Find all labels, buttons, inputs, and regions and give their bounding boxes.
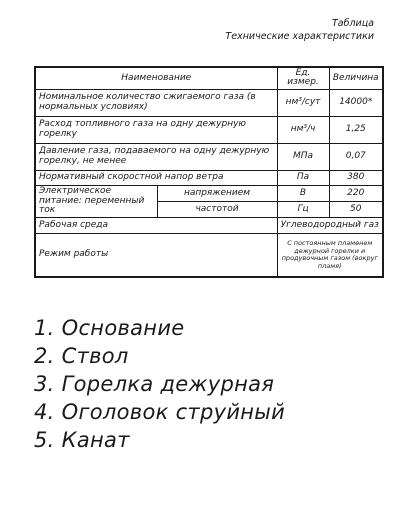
voltage-value: 220 xyxy=(329,185,383,201)
row-name: Расход топливного газа на одну дежурную горелку xyxy=(35,116,277,143)
list-item: 3. Горелка дежурная xyxy=(34,372,275,396)
row-name: Номинальное количество сжигаемого газа (в нормальных условиях) xyxy=(35,89,277,116)
table-row xyxy=(35,170,383,185)
medium-value: Углеводородный газ xyxy=(277,217,383,233)
specifications-table xyxy=(34,66,384,278)
table-row xyxy=(35,143,383,170)
frequency-value: 50 xyxy=(329,201,383,217)
mode-name: Режим работы xyxy=(35,233,277,277)
row-unit: нм³/сут xyxy=(277,89,329,116)
row-unit: нм³/ч xyxy=(277,116,329,143)
row-value: 0,07 xyxy=(329,143,383,170)
table-row-power-voltage xyxy=(35,185,383,201)
list-item: 4. Оголовок струйный xyxy=(34,400,286,424)
row-name: Давление газа, подаваемого на одну дежурную горелку, не менее xyxy=(35,143,277,170)
table-row xyxy=(35,89,383,116)
frequency-unit: Гц xyxy=(277,201,329,217)
table-caption-title: Технические характеристики xyxy=(225,31,374,42)
mode-value: С постоянным пламенем дежурной горелки и продувочным газом (вокруг пламя) xyxy=(277,233,383,277)
list-item: 1. Основание xyxy=(34,316,185,340)
header-value: Величина xyxy=(329,67,383,89)
row-value: 380 xyxy=(329,170,383,185)
table-header-row xyxy=(35,67,383,89)
table-caption-label: Таблица xyxy=(331,18,374,29)
row-value: 1,25 xyxy=(329,116,383,143)
voltage-label: напряжением xyxy=(157,185,277,201)
list-item: 2. Ствол xyxy=(34,344,129,368)
power-label: Электрическое питание: переменный ток xyxy=(35,185,157,217)
row-unit: Па xyxy=(277,170,329,185)
table-row-mode xyxy=(35,233,383,277)
table-row-medium xyxy=(35,217,383,233)
parts-list xyxy=(34,314,285,454)
row-value: 14000* xyxy=(329,89,383,116)
voltage-unit: В xyxy=(277,185,329,201)
row-name: Нормативный скоростной напор ветра xyxy=(35,170,277,185)
header-name: Наименование xyxy=(35,67,277,89)
header-unit: Ед. измер. xyxy=(277,67,329,89)
row-unit: МПа xyxy=(277,143,329,170)
medium-name: Рабочая среда xyxy=(35,217,277,233)
frequency-label: частотой xyxy=(157,201,277,217)
list-item: 5. Канат xyxy=(34,428,130,452)
table-row xyxy=(35,116,383,143)
